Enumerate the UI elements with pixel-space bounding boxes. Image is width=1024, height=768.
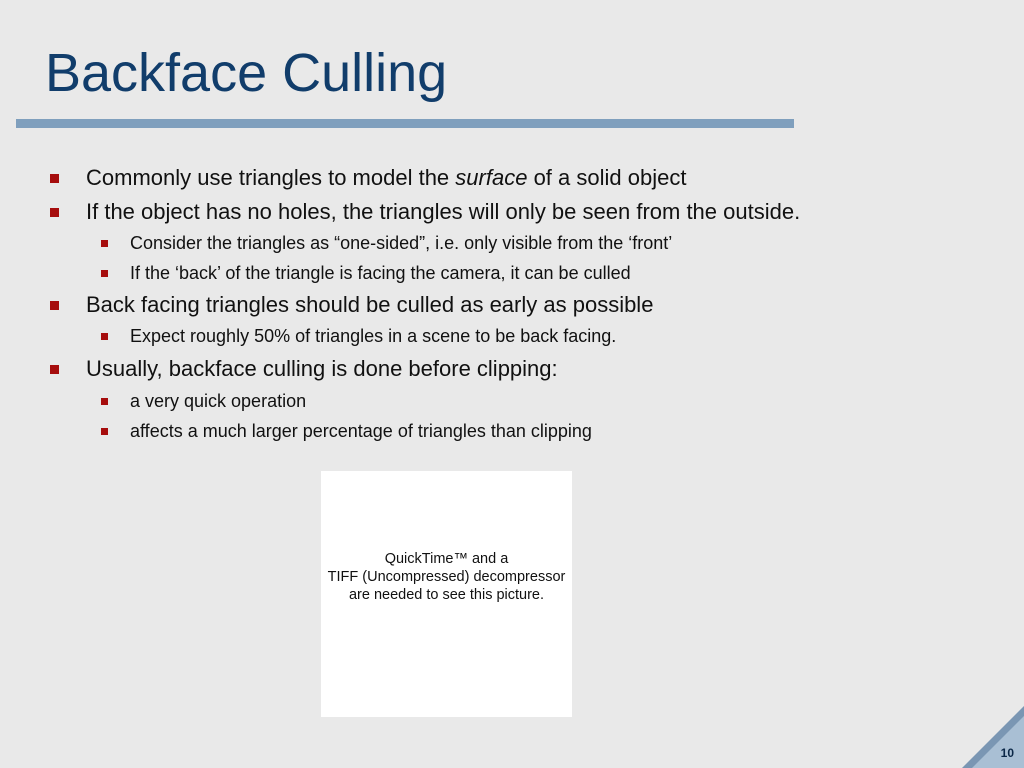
sub-bullet-text: Expect roughly 50% of triangles in a scene to be back facing.: [130, 326, 617, 346]
corner-decoration: [962, 706, 1024, 768]
square-bullet-icon: [101, 333, 108, 340]
sub-bullet-text: Consider the triangles as “one-sided”, i.e. only visible from the ‘front’: [130, 233, 673, 253]
bullet-text: Commonly use triangles to model the surface of a solid object: [86, 165, 687, 190]
sub-bullet-text: affects a much larger percentage of triangles than clipping: [130, 421, 592, 441]
placeholder-line: TIFF (Uncompressed) decompressor: [327, 569, 566, 585]
square-bullet-icon: [50, 301, 59, 310]
sub-bullet-text: a very quick operation: [130, 391, 307, 411]
slide-title: Backface Culling: [45, 43, 448, 103]
square-bullet-icon: [50, 208, 59, 217]
placeholder-line: QuickTime™ and a: [384, 551, 509, 567]
placeholder-line: are needed to see this picture.: [348, 587, 545, 603]
placeholder-message: [321, 550, 572, 604]
square-bullet-icon: [101, 240, 108, 247]
page-number: 10: [1000, 746, 1014, 760]
sub-bullet-text: If the ‘back’ of the triangle is facing the camera, it can be culled: [130, 263, 631, 283]
square-bullet-icon: [101, 428, 108, 435]
image-placeholder: [321, 471, 572, 717]
square-bullet-icon: [101, 270, 108, 277]
square-bullet-icon: [50, 365, 59, 374]
bullet-text: If the object has no holes, the triangles will only be seen from the outside.: [86, 199, 801, 224]
square-bullet-icon: [50, 174, 59, 183]
corner-triangle-icon: [962, 706, 1024, 768]
square-bullet-icon: [101, 398, 108, 405]
bullet-text: Back facing triangles should be culled as early as possible: [86, 292, 654, 317]
bullet-text: Usually, backface culling is done before clipping:: [86, 356, 558, 381]
